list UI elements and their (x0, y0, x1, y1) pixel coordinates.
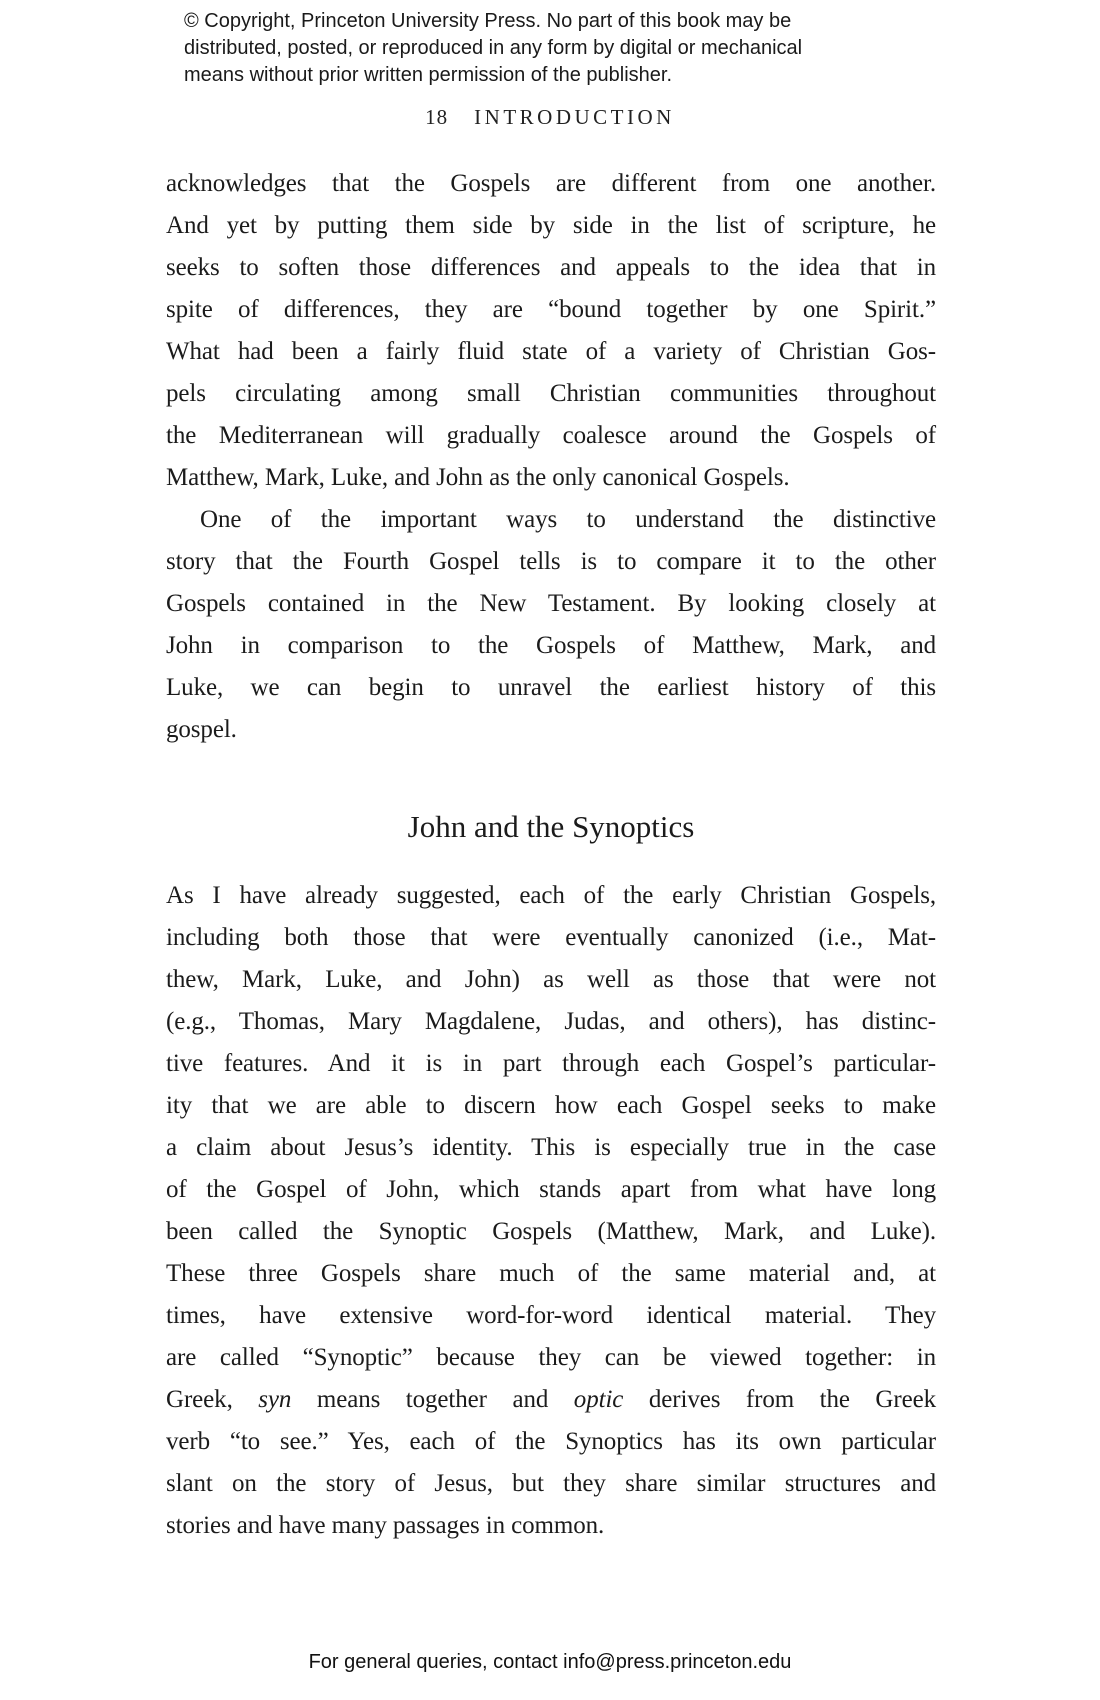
text-line: including both those that were eventually canonized (i.e., Mat- (166, 924, 936, 951)
paragraph (166, 875, 936, 1547)
text-line: a claim about Jesus’s identity. This is especially true in the case (166, 1134, 936, 1161)
copyright-line: means without prior written permission of the publisher. (184, 64, 673, 86)
text-line: tive features. And it is in part through each Gospel’s particular- (166, 1050, 936, 1077)
text-line: gospel. (166, 716, 237, 743)
running-header (0, 103, 1100, 131)
text-line: story that the Fourth Gospel tells is to compare it to the other (166, 548, 936, 575)
text-line: One of the important ways to understand the distinctive (200, 506, 936, 533)
text-segment: Greek, (166, 1386, 259, 1413)
text-line: slant on the story of Jesus, but they share similar structures and (166, 1470, 936, 1497)
text-line (166, 1379, 936, 1421)
running-title: INTRODUCTION (474, 105, 675, 129)
text-line: thew, Mark, Luke, and John) as well as those that were not (166, 966, 936, 993)
body-text-block-2 (166, 875, 936, 1547)
text-line: are called “Synoptic” because they can be viewed together: in (166, 1344, 936, 1371)
text-line: the Mediterranean will gradually coalesce around the Gospels of (166, 422, 936, 449)
text-line: acknowledges that the Gospels are different from one another. (166, 170, 936, 197)
text-line: been called the Synoptic Gospels (Matthew, Mark, and Luke). (166, 1218, 936, 1245)
text-segment: derives from the Greek (623, 1386, 937, 1413)
text-line: times, have extensive word-for-word identical material. They (166, 1302, 936, 1329)
text-line: As I have already suggested, each of the early Christian Gospels, (166, 882, 936, 909)
copyright-notice (184, 8, 802, 89)
paragraph (166, 499, 936, 751)
text-line: verb “to see.” Yes, each of the Synoptics has its own particular (166, 1428, 936, 1455)
text-line: spite of differences, they are “bound together by one Spirit.” (166, 296, 936, 323)
text-line: of the Gospel of John, which stands apart from what have long (166, 1176, 936, 1203)
text-line: stories and have many passages in common. (166, 1512, 605, 1539)
text-line: These three Gospels share much of the same material and, at (166, 1260, 936, 1287)
italic-text: optic (573, 1386, 624, 1413)
contact-line: For general queries, contact info@press.princeton.edu (308, 1651, 792, 1673)
page-number: 18 (425, 105, 449, 129)
text-line: pels circulating among small Christian communities throughout (166, 380, 936, 407)
italic-text: syn (258, 1386, 292, 1413)
text-line: And yet by putting them side by side in the list of scripture, he (166, 212, 936, 239)
text-line: Luke, we can begin to unravel the earliest history of this (166, 674, 936, 701)
text-line: Matthew, Mark, Luke, and John as the only canonical Gospels. (166, 464, 790, 491)
page-footer (0, 1649, 1100, 1675)
copyright-line: distributed, posted, or reproduced in any form by digital or mechanical (184, 37, 803, 59)
copyright-line: © Copyright, Princeton University Press. No part of this book may be (184, 10, 792, 32)
section-heading: John and the Synoptics (407, 809, 695, 844)
body-text-block-1 (166, 163, 936, 751)
text-line: Gospels contained in the New Testament. By looking closely at (166, 590, 936, 617)
text-line: John in comparison to the Gospels of Matthew, Mark, and (166, 632, 936, 659)
paragraph (166, 163, 936, 499)
text-segment: means together and (291, 1386, 574, 1413)
text-line: seeks to soften those differences and appeals to the idea that in (166, 254, 936, 281)
text-line: ity that we are able to discern how each Gospel seeks to make (166, 1092, 936, 1119)
text-line: What had been a fairly fluid state of a variety of Christian Gos- (166, 338, 936, 365)
text-line: (e.g., Thomas, Mary Magdalene, Judas, and others), has distinc- (166, 1008, 936, 1035)
